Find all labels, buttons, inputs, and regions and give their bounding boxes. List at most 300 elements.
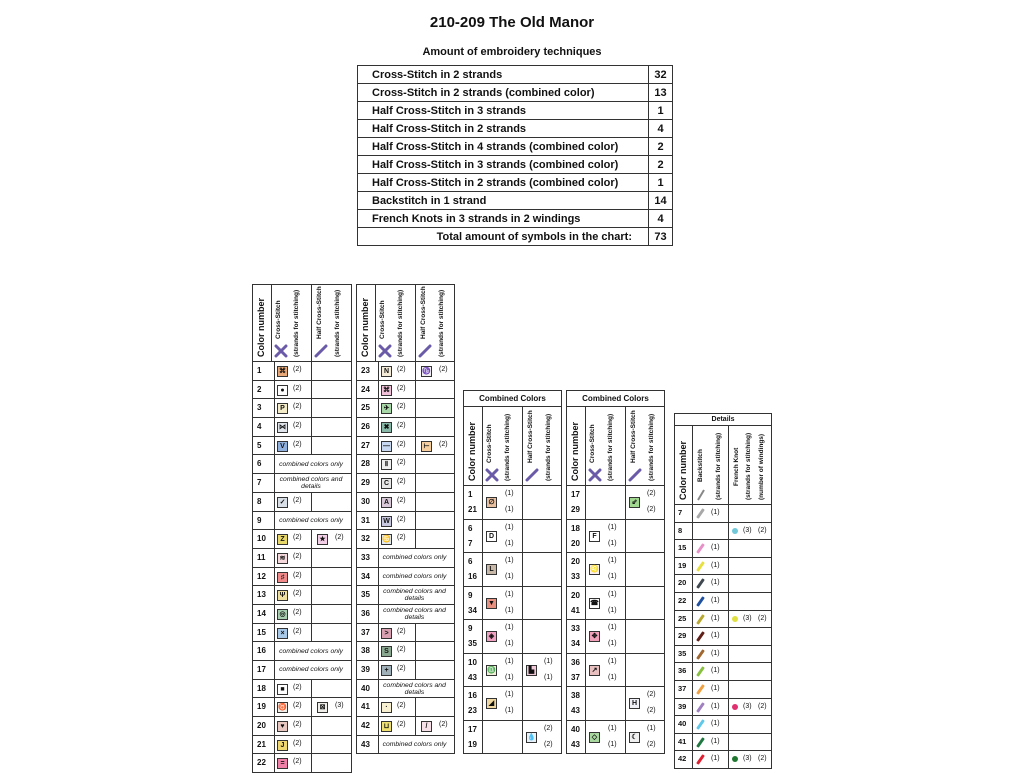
- color-number: 6: [468, 557, 473, 566]
- color-number: 20: [571, 538, 580, 548]
- strand-count: (2): [439, 366, 448, 373]
- combined-line: [464, 587, 561, 603]
- windings-header: (number of windings): [758, 433, 765, 500]
- summary-label: Cross-Stitch in 2 strands: [358, 66, 649, 84]
- strand-count: (2): [439, 721, 448, 729]
- color-number: 43: [571, 739, 580, 749]
- key-row: [253, 418, 351, 437]
- backstitch-swatch: [696, 631, 705, 642]
- symbol: ⊔: [381, 721, 392, 732]
- color-number: 37: [678, 681, 693, 698]
- french-knot-dot: [732, 756, 738, 762]
- cross-stitch-cell: [271, 362, 312, 380]
- half-stitch-symbol: /: [421, 721, 432, 732]
- cross-stitch-cell: [375, 512, 416, 530]
- column-divider: [728, 646, 729, 663]
- strand-count: (1): [505, 590, 514, 598]
- key-row: [357, 568, 454, 587]
- strand-count: (1): [505, 657, 514, 665]
- backstitch-swatch: [696, 666, 705, 677]
- key-row: [253, 642, 351, 661]
- combined-line: [464, 603, 561, 619]
- summary-label: Backstitch in 1 strand: [358, 192, 649, 210]
- color-number: 7: [678, 505, 693, 522]
- key-row: [357, 399, 454, 418]
- symbol: ◇: [589, 732, 600, 743]
- strand-count: (2): [397, 403, 406, 411]
- header-cell-color-number: [357, 285, 376, 361]
- cross-stitch-cell: [271, 493, 312, 511]
- column-divider: [728, 558, 729, 575]
- strand-count: (2): [293, 422, 302, 430]
- color-number: 2: [253, 381, 275, 399]
- key-row: [357, 605, 454, 624]
- strand-count: (2): [647, 490, 656, 497]
- color-number: 3: [253, 399, 275, 417]
- strand-count: (2): [397, 459, 406, 467]
- details-row: [675, 575, 771, 593]
- strand-count: (3): [743, 702, 752, 710]
- color-number: 16: [253, 642, 275, 660]
- cross-stitch-cell: [375, 717, 416, 735]
- column-divider: [728, 716, 729, 733]
- header-cell-cross-stitch: [271, 285, 312, 361]
- strand-count: (1): [505, 523, 514, 531]
- cross-stitch-cell: [375, 493, 416, 511]
- key-row: [253, 624, 351, 643]
- combined-colors-title: Combined Colors: [567, 391, 664, 407]
- strand-count: (1): [608, 724, 617, 732]
- half-cross-stitch-header: Half Cross-Stitch: [316, 286, 323, 339]
- symbol: ♎: [487, 666, 496, 674]
- color-number: 6: [468, 523, 473, 533]
- strands-header: (strands for stitching): [334, 289, 341, 357]
- strand-count: (1): [608, 673, 617, 681]
- symbol: +: [381, 665, 392, 676]
- color-number: 8: [253, 493, 275, 511]
- color-number: 20: [678, 575, 693, 592]
- column-divider: [728, 628, 729, 645]
- symbol: ✓: [277, 497, 288, 508]
- cross-stitch-cell: [271, 586, 312, 604]
- cross-stitch-cell: [271, 605, 312, 623]
- details-row: [675, 540, 771, 558]
- backstitch-swatch: [696, 684, 705, 695]
- strand-count: (1): [505, 673, 514, 681]
- cross-stitch-cell: [271, 381, 312, 399]
- strand-count: (2): [293, 627, 302, 635]
- half-cross-stitch-icon: [418, 344, 432, 358]
- combined-group: [567, 687, 664, 721]
- color-key-table-left: [252, 284, 352, 773]
- strand-count: (2): [293, 534, 302, 542]
- color-number: 40: [678, 716, 693, 733]
- color-number: 35: [357, 586, 379, 604]
- strand-count: (1): [711, 509, 720, 516]
- french-knot-header: French Knot: [733, 447, 740, 486]
- color-number: 37: [571, 672, 580, 682]
- color-number: 10: [253, 530, 275, 548]
- strands-header: (strands for stitching): [438, 289, 445, 357]
- strand-count: (2): [293, 702, 302, 710]
- combined-line: [464, 569, 561, 585]
- strand-count: (1): [505, 557, 514, 564]
- color-number: 7: [468, 538, 473, 548]
- key-row: [253, 736, 351, 755]
- key-row: [357, 661, 454, 680]
- strand-count: (1): [711, 667, 720, 675]
- details-row: [675, 699, 771, 717]
- summary-row: [358, 210, 673, 228]
- key-row: [253, 362, 351, 381]
- strand-count: (2): [293, 403, 302, 411]
- symbol: F: [589, 531, 600, 542]
- symbol: Ψ: [277, 590, 288, 601]
- color-number: 35: [468, 639, 477, 648]
- cross-stitch-cell: [375, 418, 416, 436]
- symbol: S: [381, 646, 392, 657]
- header-cell-color-number: [253, 285, 272, 361]
- color-number: 17: [253, 661, 275, 679]
- key-row: [253, 381, 351, 400]
- color-number: 23: [468, 706, 477, 715]
- key-row: [357, 680, 454, 699]
- strand-count: (2): [293, 384, 302, 392]
- summary-label: Cross-Stitch in 2 strands (combined color): [358, 84, 649, 102]
- combined-note: combined colors only: [279, 666, 343, 674]
- combined-note: combined colors only: [382, 554, 447, 562]
- key-table-header: [253, 285, 351, 362]
- cross-stitch-cell: [375, 437, 416, 455]
- french-knot-dot: [732, 704, 738, 710]
- cross-stitch-cell: [375, 698, 416, 716]
- key-row: [357, 642, 454, 661]
- color-number: 11: [253, 549, 275, 567]
- combined-line: [464, 654, 561, 670]
- color-number: 17: [468, 724, 477, 734]
- color-number: 34: [468, 605, 477, 615]
- combined-note: combined colors only: [382, 572, 447, 580]
- strand-count: (2): [293, 552, 302, 560]
- strands-header: (strands for stitching): [607, 413, 614, 481]
- color-number: 9: [468, 624, 473, 633]
- strand-count: (1): [608, 539, 617, 547]
- color-number: 1: [253, 362, 275, 380]
- symbol: ◈: [486, 631, 497, 642]
- color-number: 36: [678, 663, 693, 680]
- color-number: 16: [468, 691, 477, 700]
- color-number: 23: [357, 362, 379, 380]
- color-number: 42: [357, 717, 379, 735]
- color-number: 39: [678, 699, 693, 716]
- details-row: [675, 523, 771, 541]
- color-number: 20: [253, 717, 275, 735]
- cross-stitch-cell: [271, 736, 312, 754]
- summary-count: 2: [649, 156, 673, 174]
- combined-note: combined colors only: [279, 516, 343, 524]
- combined-line: [567, 721, 664, 737]
- half-cross-stitch-header: Half Cross-Stitch: [630, 410, 637, 463]
- key-row: [253, 437, 351, 456]
- symbol: W: [381, 516, 392, 527]
- strand-count: (1): [505, 573, 514, 580]
- color-number: 35: [678, 646, 693, 663]
- details-row: [675, 593, 771, 611]
- backstitch-swatch: [696, 649, 705, 660]
- combined-line: [464, 721, 561, 737]
- combined-line: [567, 536, 664, 552]
- cross-stitch-cell: [375, 474, 416, 492]
- combined-note: combined colors only: [382, 741, 447, 749]
- symbol: ♥: [277, 721, 288, 732]
- strand-count: (2): [647, 691, 656, 698]
- symbol: V: [277, 441, 288, 452]
- combined-line: [567, 587, 664, 603]
- strand-count: (2): [397, 702, 406, 710]
- winding-count: (2): [758, 526, 767, 534]
- color-number: 29: [571, 505, 580, 514]
- color-number: 21: [253, 736, 275, 754]
- cross-stitch-cell: [271, 437, 312, 455]
- column-divider: [728, 505, 729, 522]
- key-row: [253, 455, 351, 474]
- half-cross-stitch-icon: [525, 468, 539, 482]
- backstitch-swatch: [696, 579, 705, 590]
- strand-count: (2): [647, 707, 656, 714]
- cross-stitch-cell: [271, 680, 312, 698]
- symbol: N: [381, 366, 392, 377]
- half-stitch-symbol: ♑: [422, 368, 431, 375]
- strand-count: (1): [711, 614, 720, 622]
- strand-count: (2): [293, 440, 302, 448]
- strand-count: (1): [647, 724, 656, 732]
- strand-count: (2): [397, 440, 406, 448]
- strand-count: (2): [397, 721, 406, 729]
- strand-count: (2): [544, 724, 553, 732]
- column-divider: [728, 611, 729, 628]
- key-row: [357, 381, 454, 400]
- strand-count: (1): [608, 573, 617, 580]
- strand-count: (2): [397, 496, 406, 504]
- key-row: [357, 512, 454, 531]
- color-number: 38: [571, 691, 580, 700]
- combined-line: [464, 687, 561, 703]
- half-stitch-symbol: 💧: [527, 733, 536, 741]
- color-number: 43: [571, 706, 580, 715]
- strand-count: (1): [711, 579, 720, 587]
- strand-count: (1): [505, 606, 514, 614]
- combined-group: [464, 721, 561, 754]
- key-row: [253, 568, 351, 587]
- strand-count: (2): [293, 683, 302, 691]
- strand-count: (2): [544, 740, 553, 748]
- symbol: A: [381, 497, 392, 508]
- half-stitch-symbol: ▙: [526, 665, 537, 676]
- summary-count: 4: [649, 120, 673, 138]
- strand-count: (3): [743, 526, 752, 534]
- strand-count: (1): [711, 737, 720, 745]
- color-key-table-right: [356, 284, 455, 754]
- combined-line: [567, 486, 664, 502]
- strand-count: (2): [397, 478, 406, 486]
- symbol: >: [381, 628, 392, 639]
- color-number: 36: [571, 657, 580, 667]
- backstitch-swatch: [696, 737, 705, 748]
- strand-count: (2): [397, 366, 406, 373]
- strand-count: (1): [608, 590, 617, 598]
- color-number: 31: [357, 512, 379, 530]
- combined-group: [567, 486, 664, 520]
- symbol: ♉: [278, 704, 287, 712]
- strand-count: (3): [743, 755, 752, 763]
- strand-count: (2): [293, 739, 302, 747]
- cross-stitch-cell: [271, 399, 312, 417]
- color-number: 36: [357, 605, 379, 623]
- french-knot-dot: [732, 616, 738, 622]
- summary-count: 1: [649, 102, 673, 120]
- cross-stitch-cell: [271, 717, 312, 735]
- strand-count: (2): [397, 534, 406, 542]
- header-cell-cross-stitch: [482, 407, 523, 485]
- combined-colors-table-left: [463, 390, 562, 754]
- cross-stitch-cell: [375, 381, 416, 399]
- key-row: [253, 605, 351, 624]
- color-number: 1: [468, 490, 473, 499]
- backstitch-swatch: [696, 543, 705, 554]
- strand-count: (2): [439, 440, 448, 448]
- cross-stitch-header: Cross-Stitch: [589, 424, 596, 463]
- symbol: ≋: [277, 553, 288, 564]
- strand-count: (1): [711, 684, 720, 692]
- strand-count: (1): [505, 707, 514, 714]
- strand-count: (2): [647, 506, 656, 513]
- cross-stitch-cell: [375, 399, 416, 417]
- summary-total-count: 73: [649, 228, 673, 246]
- color-number: 25: [678, 611, 693, 628]
- combined-group: [567, 721, 664, 754]
- key-row: [253, 680, 351, 699]
- symbol: ↗: [589, 665, 600, 676]
- key-row: [357, 717, 454, 736]
- details-row: [675, 681, 771, 699]
- summary-label: Half Cross-Stitch in 4 strands (combined color): [358, 138, 649, 156]
- combined-line: [567, 502, 664, 518]
- symbol: ◎: [277, 609, 288, 620]
- strand-count: (2): [397, 646, 406, 654]
- half-cross-stitch-icon: [628, 468, 642, 482]
- key-row: [253, 399, 351, 418]
- key-row: [253, 549, 351, 568]
- backstitch-header: Backstitch: [697, 449, 704, 482]
- strand-count: (2): [293, 758, 302, 766]
- strand-count: (1): [505, 691, 514, 698]
- summary-count: 14: [649, 192, 673, 210]
- strand-count: (3): [743, 614, 752, 622]
- color-number: 37: [357, 624, 379, 642]
- strand-count: (2): [293, 366, 302, 373]
- key-row: [357, 736, 454, 754]
- strand-count: (2): [647, 740, 656, 748]
- strand-count: (3): [335, 702, 344, 710]
- details-row: [675, 663, 771, 681]
- cross-stitch-cell: [375, 530, 416, 548]
- combined-group: [464, 587, 561, 621]
- summary-count: 1: [649, 174, 673, 192]
- strand-count: (2): [397, 627, 406, 635]
- strand-count: (1): [608, 657, 617, 665]
- combined-group: [464, 553, 561, 587]
- combined-line: [464, 670, 561, 686]
- combined-header: [464, 407, 561, 486]
- symbol: ⌘: [383, 386, 390, 394]
- key-row: [357, 549, 454, 568]
- color-number: 34: [571, 639, 580, 648]
- symbol: ∅: [486, 497, 497, 508]
- summary-row: [358, 156, 673, 174]
- details-row: [675, 734, 771, 752]
- color-number-header: Color number: [360, 297, 370, 357]
- color-number: 19: [253, 698, 275, 716]
- header-cell-half-cross-stitch: [415, 285, 454, 361]
- color-number: 26: [357, 418, 379, 436]
- color-number: 4: [253, 418, 275, 436]
- summary-count: 32: [649, 66, 673, 84]
- strand-count: (1): [711, 702, 720, 710]
- combined-line: [567, 520, 664, 536]
- half-stitch-symbol: ⇙: [629, 497, 640, 508]
- cross-stitch-cell: [375, 362, 416, 380]
- strands-header: (strands for stitching): [504, 413, 511, 481]
- color-number: 18: [253, 680, 275, 698]
- strands-header: (strands for stitching): [745, 432, 752, 500]
- details-row: [675, 751, 771, 768]
- header-cell-half-cross-stitch: [311, 285, 351, 361]
- cross-stitch-cell: [375, 455, 416, 473]
- strand-count: (1): [608, 523, 617, 531]
- symbol: ✈: [381, 403, 392, 414]
- column-divider: [728, 681, 729, 698]
- backstitch-swatch: [696, 596, 705, 607]
- combined-line: [567, 654, 664, 670]
- summary-total-label: Total amount of symbols in the chart:: [358, 228, 649, 246]
- combined-group: [567, 654, 664, 688]
- color-number: 9: [253, 512, 275, 530]
- strands-header: (strands for stitching): [397, 289, 404, 357]
- color-number: 32: [357, 530, 379, 548]
- key-row: [253, 512, 351, 531]
- color-number: 5: [253, 437, 275, 455]
- color-number: 14: [253, 605, 275, 623]
- color-number: 10: [468, 657, 477, 667]
- combined-group: [567, 620, 664, 654]
- symbol: J: [277, 740, 288, 751]
- strand-count: (2): [397, 422, 406, 430]
- key-row: [357, 362, 454, 381]
- cross-stitch-cell: [375, 624, 416, 642]
- winding-count: (2): [758, 614, 767, 622]
- symbol: Ⅱ: [381, 459, 392, 470]
- page-title: 210-209 The Old Manor: [429, 14, 595, 31]
- details-row: [675, 628, 771, 646]
- cross-stitch-header: Cross-Stitch: [275, 300, 282, 339]
- header-cell-color-number: [567, 407, 586, 485]
- header-cell-color-number: [464, 407, 483, 485]
- details-header-cell: [675, 426, 693, 504]
- key-row: [357, 530, 454, 549]
- key-row: [253, 754, 351, 772]
- combined-line: [464, 703, 561, 719]
- half-cross-stitch-header: Half Cross-Stitch: [527, 410, 534, 463]
